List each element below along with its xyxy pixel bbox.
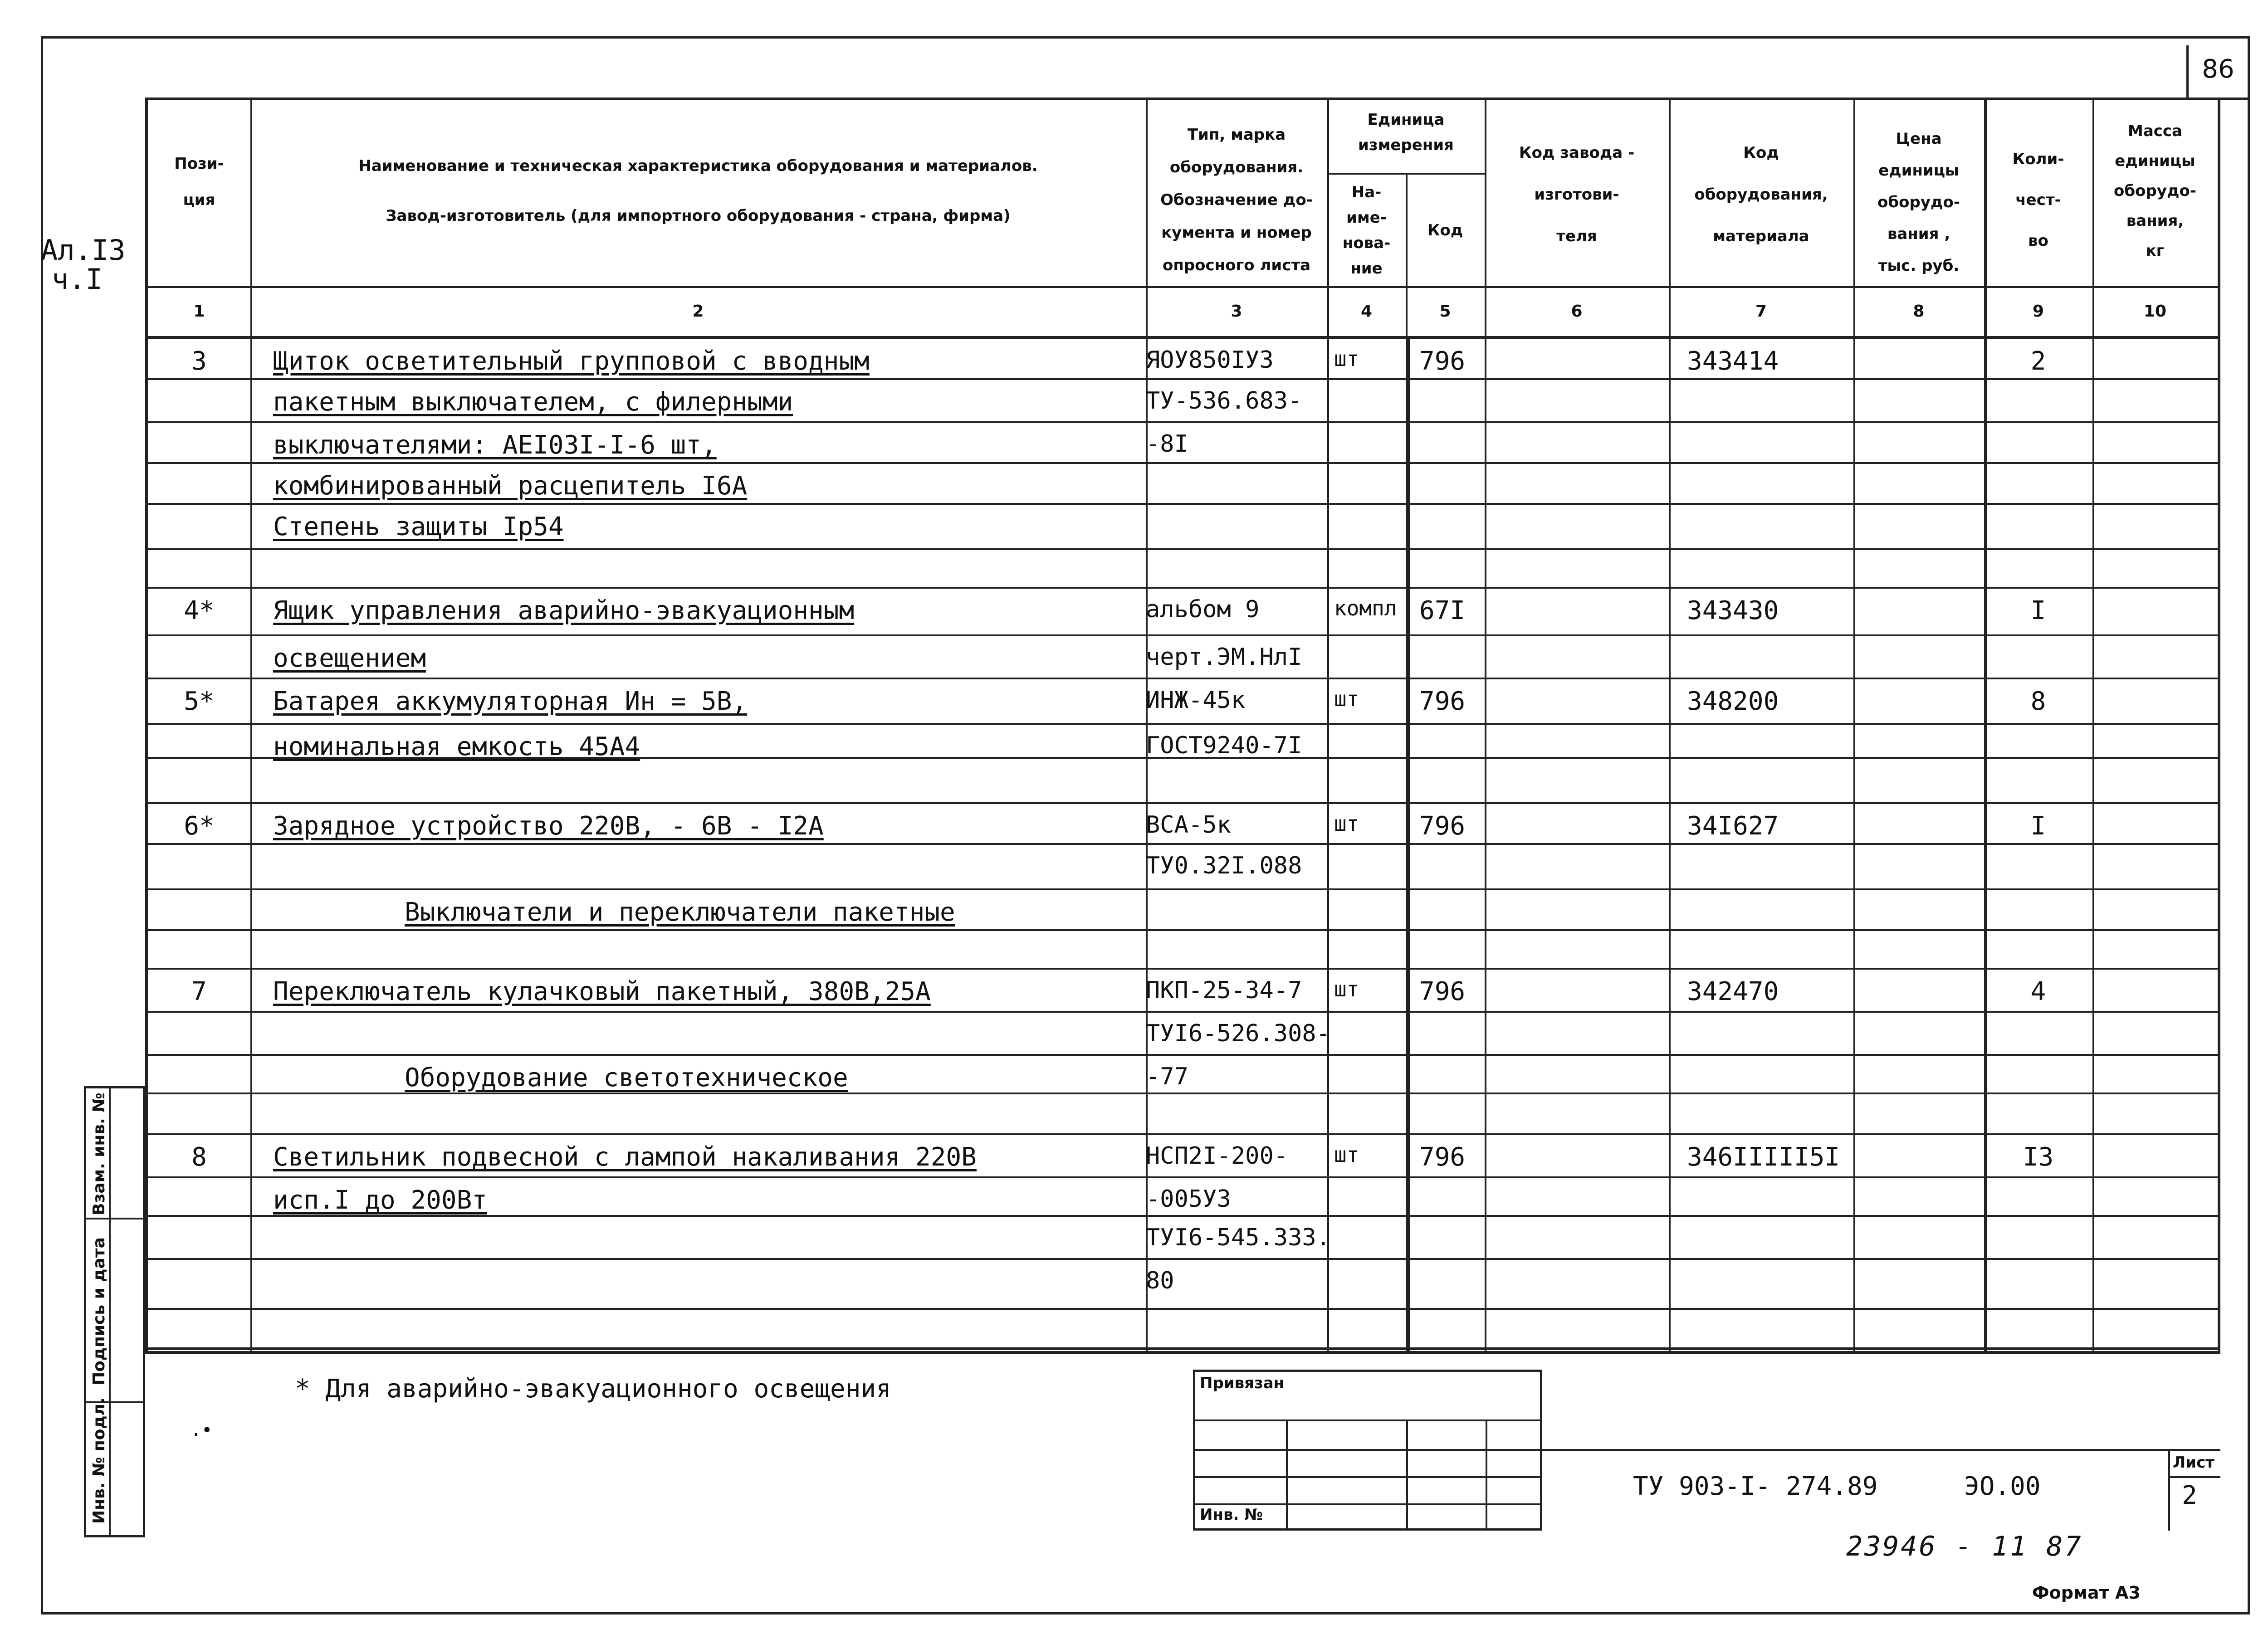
row-12-type: ТУ0.32I.088 — [1146, 852, 1302, 879]
row-11-pos: 6* — [184, 811, 215, 841]
column-number: 1 — [193, 302, 205, 321]
format-label: Формат А3 — [2032, 1583, 2141, 1603]
row-6-code: 67I — [1419, 596, 1466, 625]
row-15-pos: 7 — [191, 977, 207, 1006]
row-11-name: Зарядное устройство 220В, - 6В - I2А — [273, 811, 824, 841]
row-0-pos: 3 — [191, 346, 207, 376]
footnote: * Для аварийно-эвакуационного освещения — [295, 1374, 891, 1404]
side-label-signature-date: Подпись и дата — [90, 1237, 108, 1385]
row-6-name: Ящик управления аварийно-эвакуационным — [273, 596, 855, 625]
row-11-qty: I — [2030, 811, 2046, 841]
header-unit-name: На- име- нова- ние — [1342, 183, 1391, 278]
row-11-eq-code: 34I627 — [1687, 811, 1779, 841]
column-number: 8 — [1913, 302, 1925, 321]
row-19-name: Светильник подвесной с лампой накаливания 220В — [273, 1142, 977, 1172]
row-2-name: выключателями: АЕI03I-I-6 шт, — [273, 430, 717, 460]
sheet-label: Лист — [2173, 1454, 2214, 1472]
column-number: 10 — [2143, 302, 2167, 321]
header-unit-code: Код — [1427, 221, 1463, 239]
row-6-type: альбом 9 — [1146, 596, 1260, 623]
row-16-type: ТУI6-526.308- — [1146, 1020, 1330, 1047]
row-1-type: ТУ-536.683- — [1146, 387, 1302, 415]
row-22-type: 80 — [1146, 1267, 1174, 1294]
sheet-number: 2 — [2182, 1481, 2197, 1510]
row-11-code: 796 — [1419, 811, 1466, 841]
page-number: 86 — [2202, 54, 2234, 84]
row-8-pos: 5* — [184, 687, 215, 716]
row-20-name: исп.I до 200Вт — [273, 1185, 488, 1215]
header-mass: Масса единицы оборудо- вания, кг — [2114, 122, 2196, 260]
archive-number: 23946 - 11 87 — [1846, 1531, 2083, 1562]
row-7-type: черт.ЭМ.НлI — [1146, 644, 1302, 671]
row-0-type: ЯОУ850IУ3 — [1146, 346, 1274, 374]
row-2-type: -8I — [1146, 430, 1188, 458]
row-0-unit: шт — [1334, 346, 1359, 371]
album-label-line-1: Ал.I3 — [41, 234, 126, 267]
row-8-qty: 8 — [2030, 687, 2046, 716]
row-11-type: ВСА-5к — [1146, 811, 1231, 839]
row-17-name: Оборудование светотехническое — [405, 1063, 848, 1093]
row-4-name: Степень защиты Iр54 — [273, 512, 564, 541]
column-number: 5 — [1439, 302, 1451, 321]
column-number: 7 — [1755, 302, 1767, 321]
row-15-unit: шт — [1334, 977, 1359, 1001]
header-position: Пози- ция — [174, 155, 224, 209]
column-number: 3 — [1231, 302, 1242, 321]
header-equipment-code: Код оборудования, материала — [1694, 144, 1828, 245]
stray-mark: .∙ — [191, 1419, 213, 1440]
row-7-name: освещением — [273, 644, 426, 673]
section-code: ЭО.00 — [1964, 1472, 2041, 1501]
row-19-code: 796 — [1419, 1142, 1466, 1172]
row-6-pos: 4* — [184, 596, 215, 625]
header-type: Тип, марка оборудования. Обозначение до- кумента и номер опросного листа — [1160, 126, 1313, 274]
row-0-eq-code: 343414 — [1687, 346, 1779, 376]
column-number: 2 — [692, 302, 704, 321]
row-1-name: пакетным выключателем, с филерными — [273, 387, 793, 417]
side-label-inv-podl: Инв. № подл. — [90, 1397, 108, 1524]
row-9-name: номинальная емкость 45А4 — [273, 732, 640, 761]
row-19-unit: шт — [1334, 1142, 1359, 1167]
row-19-eq-code: 346IIIII5I — [1687, 1142, 1840, 1172]
row-6-eq-code: 343430 — [1687, 596, 1779, 625]
row-8-type: ИНЖ-45к — [1146, 687, 1246, 714]
row-15-eq-code: 342470 — [1687, 977, 1779, 1006]
row-15-code: 796 — [1419, 977, 1466, 1006]
row-8-code: 796 — [1419, 687, 1466, 716]
album-label-line-2: ч.I — [52, 263, 103, 296]
row-19-type: НСП2I-200- — [1146, 1142, 1288, 1170]
header-name: Наименование и техническая характеристика оборудования и материалов. Завод-изготовитель (для импортного оборудования - страна, фирма) — [358, 157, 1038, 225]
row-20-type: -005У3 — [1146, 1185, 1231, 1213]
row-9-type: ГОСТ9240-7I — [1146, 732, 1302, 759]
privyazan-label: Привязан — [1200, 1374, 1285, 1392]
inv-no-label: Инв. № — [1200, 1506, 1263, 1524]
row-13-name: Выключатели и переключатели пакетные — [405, 897, 955, 927]
row-15-name: Переключатель кулачковый пакетный, 380В,25А — [273, 977, 931, 1006]
row-0-qty: 2 — [2030, 346, 2046, 376]
row-11-unit: шт — [1334, 811, 1359, 836]
column-number: 6 — [1571, 302, 1583, 321]
side-label-vzam-inv: Взам. инв. № — [90, 1093, 108, 1215]
row-0-code: 796 — [1419, 346, 1466, 376]
row-19-qty: I3 — [2023, 1142, 2054, 1172]
header-factory-code: Код завода - изготови- теля — [1519, 144, 1635, 245]
header-unit: Единица измерения — [1358, 111, 1454, 154]
row-15-qty: 4 — [2030, 977, 2046, 1006]
document-code: ТУ 903-I- 274.89 — [1633, 1472, 1878, 1501]
row-21-type: ТУI6-545.333. — [1146, 1224, 1330, 1251]
specification-table — [145, 98, 2220, 1354]
row-8-unit: шт — [1334, 687, 1359, 711]
column-number: 4 — [1360, 302, 1373, 321]
row-8-name: Батарея аккумуляторная Ин = 5В, — [273, 687, 748, 716]
row-8-eq-code: 348200 — [1687, 687, 1779, 716]
row-0-name: Щиток осветительный групповой с вводным — [273, 346, 870, 376]
row-6-unit: компл — [1334, 596, 1397, 620]
album-label — [41, 234, 126, 296]
column-number: 9 — [2032, 302, 2044, 321]
row-19-pos: 8 — [191, 1142, 207, 1172]
row-17-type: -77 — [1146, 1063, 1188, 1090]
row-15-type: ПКП-25-34-7 — [1146, 977, 1302, 1004]
row-3-name: комбинированный расцепитель I6А — [273, 471, 748, 501]
header-quantity: Коли- чест- во — [2012, 150, 2064, 250]
header-price: Цена единицы оборудо- вания , тыс. руб. — [1877, 130, 1960, 275]
row-6-qty: I — [2030, 596, 2046, 625]
